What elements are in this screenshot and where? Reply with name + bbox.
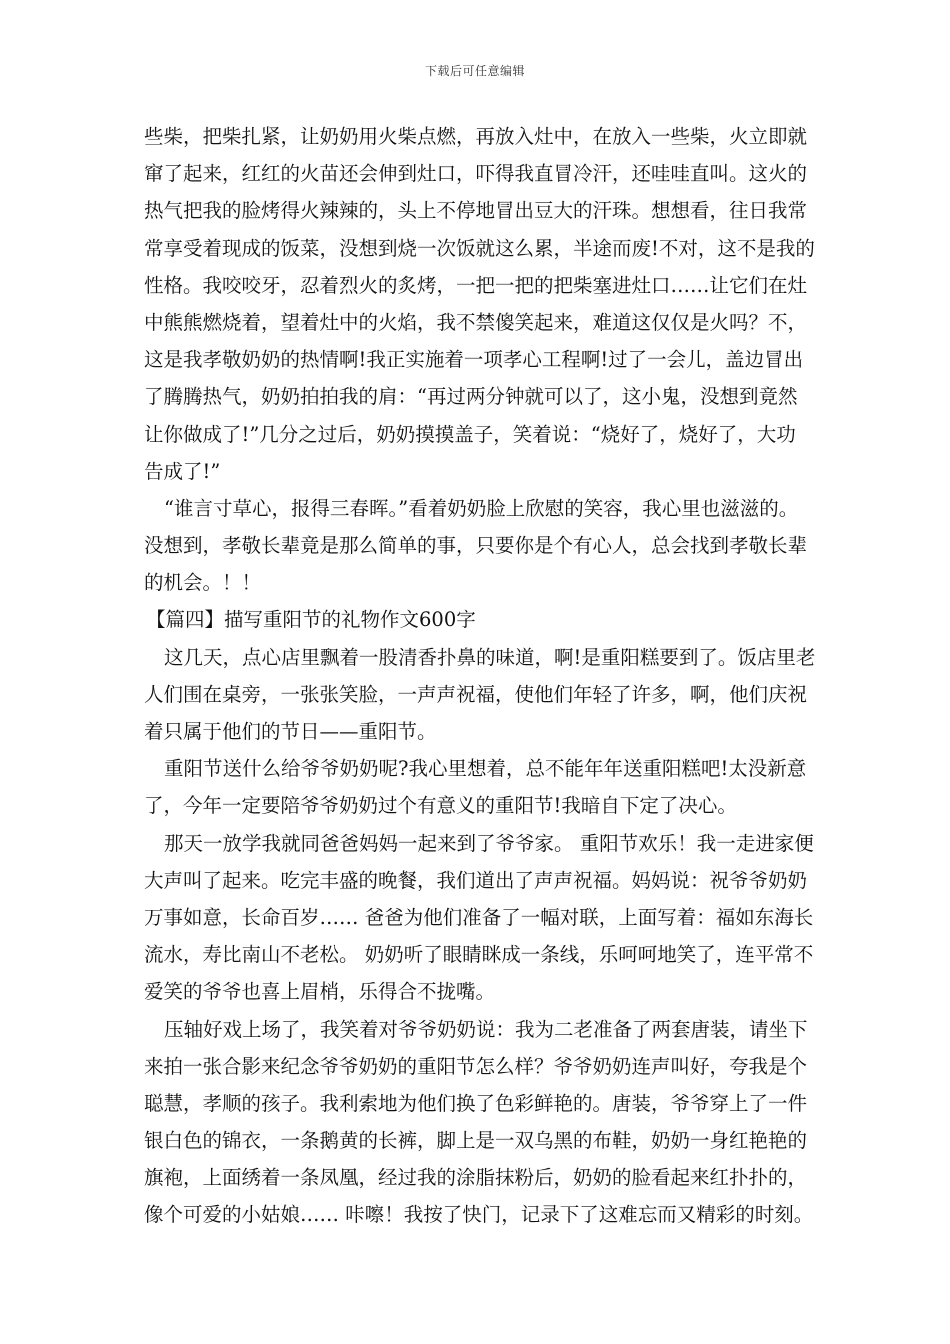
text-line: 告成了!”: [144, 459, 221, 483]
text-line: 旗袍，上面绣着一条凤凰，经过我的涂脂抹粉后，奶奶的脸看起来红扑扑的，: [144, 1166, 808, 1190]
paragraph-start-line: 这几天，点心店里飘着一股清香扑鼻的味道，啊!是重阳糕要到了。饭店里老: [164, 645, 816, 669]
text-line: 流水，寿比南山不老松。 奶奶听了眼睛眯成一条线，乐呵呵地笑了，连平常不: [144, 943, 814, 967]
paragraph-start-line: “谁言寸草心，报得三春晖。”看着奶奶脸上欣慰的笑容，我心里也滋滋的。: [164, 496, 799, 520]
text-line: 大声叫了起来。吃完丰盛的晚餐，我们道出了声声祝福。妈妈说：祝爷爷奶奶: [144, 868, 808, 892]
paragraph-start-line: 那天一放学我就同爸爸妈妈一起来到了爷爷家。 重阳节欢乐！我一走进家便: [164, 831, 814, 855]
text-line: 常享受着现成的饭菜，没想到烧一次饭就这么累，半途而废!不对，这不是我的: [144, 236, 815, 260]
text-line: 性格。我咬咬牙，忍着烈火的炙烤，一把一把的把柴塞进灶口……让它们在灶: [144, 273, 808, 297]
text-line: 银白色的锦衣，一条鹅黄的长裤，脚上是一双乌黑的布鞋，奶奶一身红艳艳的: [144, 1129, 808, 1153]
section-heading: 【篇四】描写重阳节的礼物作文600字: [146, 608, 476, 632]
text-line: 热气把我的脸烤得火辣辣的，头上不停地冒出豆大的汗珠。想想看，往日我常: [144, 199, 808, 223]
text-line: 爱笑的爷爷也喜上眉梢，乐得合不拢嘴。: [144, 980, 496, 1004]
text-line: 这是我孝敬奶奶的热情啊!我正实施着一项孝心工程啊!过了一会儿，盖边冒出: [144, 348, 804, 372]
text-line: 没想到，孝敬长辈竟是那么简单的事，只要你是个有心人，总会找到孝敬长辈: [144, 534, 808, 558]
text-line: 像个可爱的小姑娘…… 咔嚓！我按了快门，记录下了这难忘而又精彩的时刻。: [144, 1203, 814, 1227]
text-line: 了，今年一定要陪爷爷奶奶过个有意义的重阳节!我暗自下定了决心。: [144, 794, 737, 818]
page-header-note: 下载后可任意编辑: [424, 64, 525, 78]
text-line: 万事如意，长命百岁…… 爸爸为他们准备了一幅对联，上面写着：福如东海长: [144, 905, 814, 929]
text-line: 窜了起来，红红的火苗还会伸到灶口，吓得我直冒冷汗，还哇哇直叫。这火的: [144, 162, 808, 186]
text-line: 中熊熊燃烧着，望着灶中的火焰，我不禁傻笑起来，难道这仅仅是火吗？不，: [144, 310, 808, 334]
text-line: 着只属于他们的节日——重阳节。: [144, 720, 437, 743]
paragraph-start-line: 压轴好戏上场了，我笑着对爷爷奶奶说：我为二老准备了两套唐装，请坐下: [164, 1017, 808, 1041]
text-line: 些柴，把柴扎紧，让奶奶用火柴点燃，再放入灶中，在放入一些柴，火立即就: [144, 125, 808, 148]
text-line: 来拍一张合影来纪念爷爷奶奶的重阳节怎么样？爷爷奶奶连声叫好，夸我是个: [144, 1054, 808, 1078]
essay-body: [144, 118, 824, 1234]
text-line: 人们围在桌旁，一张张笑脸，一声声祝福，使他们年轻了许多，啊，他们庆祝: [144, 682, 808, 706]
text-line: 的机会。！！: [144, 571, 262, 595]
text-line: 聪慧，孝顺的孩子。我利索地为他们换了色彩鲜艳的。唐装，爷爷穿上了一件: [144, 1091, 808, 1115]
text-line: 让你做成了!”几分之过后，奶奶摸摸盖子，笑着说：“烧好了，烧好了，大功: [144, 422, 796, 446]
text-line: 了腾腾热气，奶奶拍拍我的肩：“再过两分钟就可以了，这小鬼，没想到竟然: [144, 385, 798, 409]
paragraph-start-line: 重阳节送什么给爷爷奶奶呢?我心里想着，总不能年年送重阳糕吧!太没新意: [164, 757, 807, 781]
